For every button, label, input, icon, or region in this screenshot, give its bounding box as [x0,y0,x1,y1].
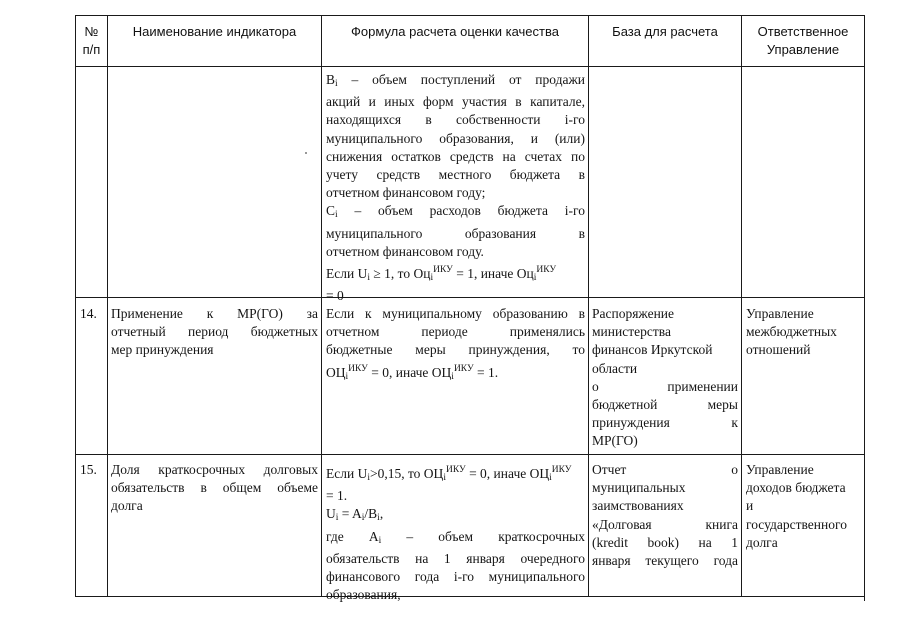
row-number-15: 15. [80,462,97,477]
row-number-14: 14. [80,306,97,321]
indicator-name-14: Применение к МР(ГО) за отчетный период бюджетных мер принуждения [111,306,318,358]
indicator-name-15: Доля краткосрочных долговых обязательств в общем объеме долга [111,462,318,514]
column-divider-1 [107,15,108,596]
row-divider-15 [75,454,865,455]
header-indicator-name: Наименование индикатора [132,24,297,39]
column-divider-4 [741,15,742,596]
header-formula: Формула расчета оценки качества [351,24,559,39]
header-department: Ответственное Управление [757,24,849,57]
formula-14: Если к муниципальному образованию в отчетном периоде применялись бюджетные меры принуждения, то $ОЦ_i^{ИКУ} = 0$, иначе $ОЦ_i^{ИКУ} = 1$. [326,306,585,382]
department-14: Управление межбюджетных отношений [746,306,837,358]
header-bottom-rule [75,66,865,67]
calculation-base-14: Распоряжение министерства финансов Иркутской области о применении бюджетной меры принуждения к МР(ГО) [592,306,738,449]
calculation-base-15: Отчет о муниципальных заимствованиях «Долговая книга (kredit book) на 1 января текущего года [592,462,738,569]
scan-speck [305,152,307,154]
header-base: База для расчета [612,24,718,39]
formula-definitions-cont: $B_i$ – объем поступлений от продажи акций и иных форм участия в капитале, находящихся в собственности i-го муниципального образования, и (или) снижения остатков средств на счетах по учету средств местного бюджета в отчетном финансовом году; $C_i$ – объем расходов бюджета i-го муниципального образования в отчетном финансовом году. Если $U_i \ge 1$, то $Оц_i^{ИКУ} = 1$, иначе $Оц_i^{ИКУ}$ = 0 [326,72,586,304]
table-border-top [75,15,865,16]
column-divider-2 [321,15,322,596]
department-15: Управление доходов бюджета и государственного долга [746,462,847,550]
header-number: № п/п [82,24,101,57]
formula-15: Если $U_i>0,15$, то $ОЦ_i^{ИКУ} = 0$, иначе $ОЦ_i^{ИКУ}$ = 1. $U_i = A_i/B_i$, где $A_i$ – объем краткосрочных обязательств на 1 января очередного финансового года i-го муниципального образования, [326,465,585,603]
column-divider-3 [588,15,589,596]
table-border-right [864,15,865,601]
table-border-left [75,15,76,596]
